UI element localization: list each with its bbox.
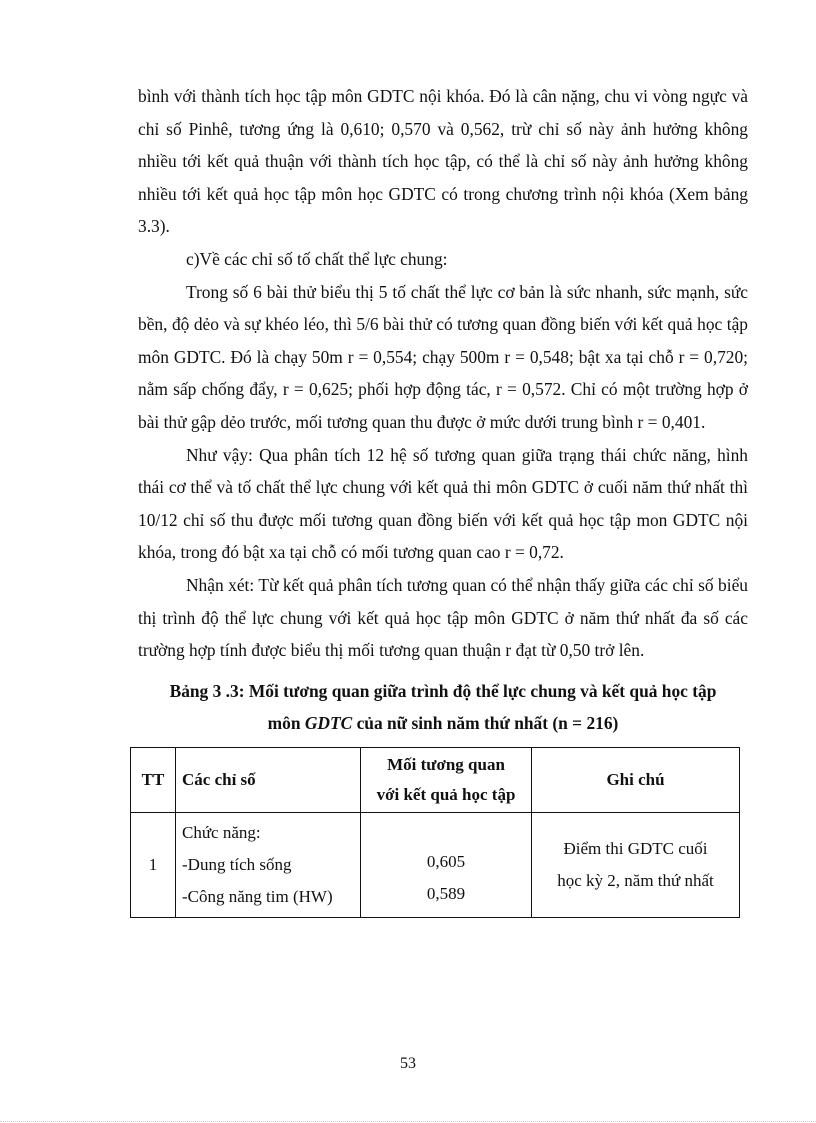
- row1-tt: 1: [131, 812, 176, 917]
- caption-gdtc: GDTC: [304, 712, 353, 733]
- header-chi-so: Các chỉ số: [176, 747, 361, 812]
- caption-suffix: của nữ sinh năm thứ nhất (n = 216): [352, 712, 619, 733]
- table-row: [131, 812, 740, 917]
- row1-tuong-quan: [361, 812, 532, 917]
- row1-value-2: 0,589: [426, 883, 466, 903]
- table-caption: [138, 675, 748, 739]
- table-caption-line-2: [138, 707, 748, 739]
- table-caption-line-1: Bảng 3 .3: Mối tương quan giữa trình độ thể lực chung và kết quả học tập: [169, 680, 717, 701]
- paragraph-5: Nhận xét: Từ kết quả phân tích tương quan có thể nhận thấy giữa các chỉ số biểu thị trình độ thể lực chung với kết quả học tập môn GDTC ở năm thứ nhất đa số các trường hợp tính được biểu thị mối tương quan thuận r đạt từ 0,50 trở lên.: [138, 574, 748, 661]
- header-tt: TT: [131, 747, 176, 812]
- paragraph-1: bình với thành tích học tập môn GDTC nội khóa. Đó là cân nặng, chu vi vòng ngực và chỉ số Pinhê, tương ứng là 0,610; 0,570 và 0,562, trừ chỉ số này ảnh hưởng không nhiều tới kết quả thuận với thành tích học tập, có thể là chỉ số này ảnh hưởng không nhiều tới kết quả học tập môn học GDTC có trong chương trình nội khóa (Xem bảng 3.3).: [138, 86, 748, 237]
- row1-ghi-chu: [532, 812, 740, 917]
- page-number: 53: [400, 1055, 416, 1072]
- row1-chi-so-line-1: Chức năng:: [182, 822, 261, 842]
- header-ghi-chu: Ghi chú: [532, 747, 740, 812]
- row1-ghi-chu-line-1: Điểm thi GDTC cuối: [563, 838, 708, 858]
- page-bottom-divider: [0, 1121, 816, 1122]
- correlation-table: [130, 747, 740, 918]
- paragraph-2-subheading: c)Về các chỉ số tố chất thể lực chung:: [186, 248, 448, 269]
- paragraph-4: Như vậy: Qua phân tích 12 hệ số tương quan giữa trạng thái chức năng, hình thái cơ thể và tố chất thể lực chung với kết quả thi môn GDTC ở cuối năm thứ nhất thì 10/12 chỉ số thu được mối tương quan đồng biến với kết quả học tập mon GDTC nội khóa, trong đó bật xa tại chỗ có mối tương quan cao r = 0,72.: [138, 444, 748, 563]
- header-tuong-quan: [361, 747, 532, 812]
- table-header-row: [131, 747, 740, 812]
- row1-ghi-chu-line-2: học kỳ 2, năm thứ nhất: [557, 870, 714, 890]
- header-tuong-quan-line-2: với kết quả học tập: [376, 784, 516, 804]
- document-page: [138, 80, 748, 918]
- row1-chi-so-line-2: -Dung tích sống: [182, 854, 292, 874]
- header-tuong-quan-line-1: Mối tương quan: [387, 754, 505, 774]
- paragraph-3: Trong số 6 bài thử biểu thị 5 tố chất thể lực cơ bản là sức nhanh, sức mạnh, sức bền, độ dẻo và sự khéo léo, thì 5/6 bài thử có tương quan đồng biến với kết quả học tập môn GDTC. Đó là chạy 50m r = 0,554; chạy 500m r = 0,548; bật xa tại chỗ r = 0,720; nằm sấp chống đẩy, r = 0,625; phối hợp động tác, r = 0,572. Chỉ có một trường hợp ở bài thử gập dẻo trước, mối tương quan thu được ở mức dưới trung bình r = 0,401.: [138, 281, 748, 432]
- caption-prefix: môn: [267, 712, 305, 733]
- row1-chi-so-line-3: -Công năng tim (HW): [182, 886, 333, 906]
- row1-chi-so: [176, 812, 361, 917]
- row1-value-1: 0,605: [426, 851, 466, 871]
